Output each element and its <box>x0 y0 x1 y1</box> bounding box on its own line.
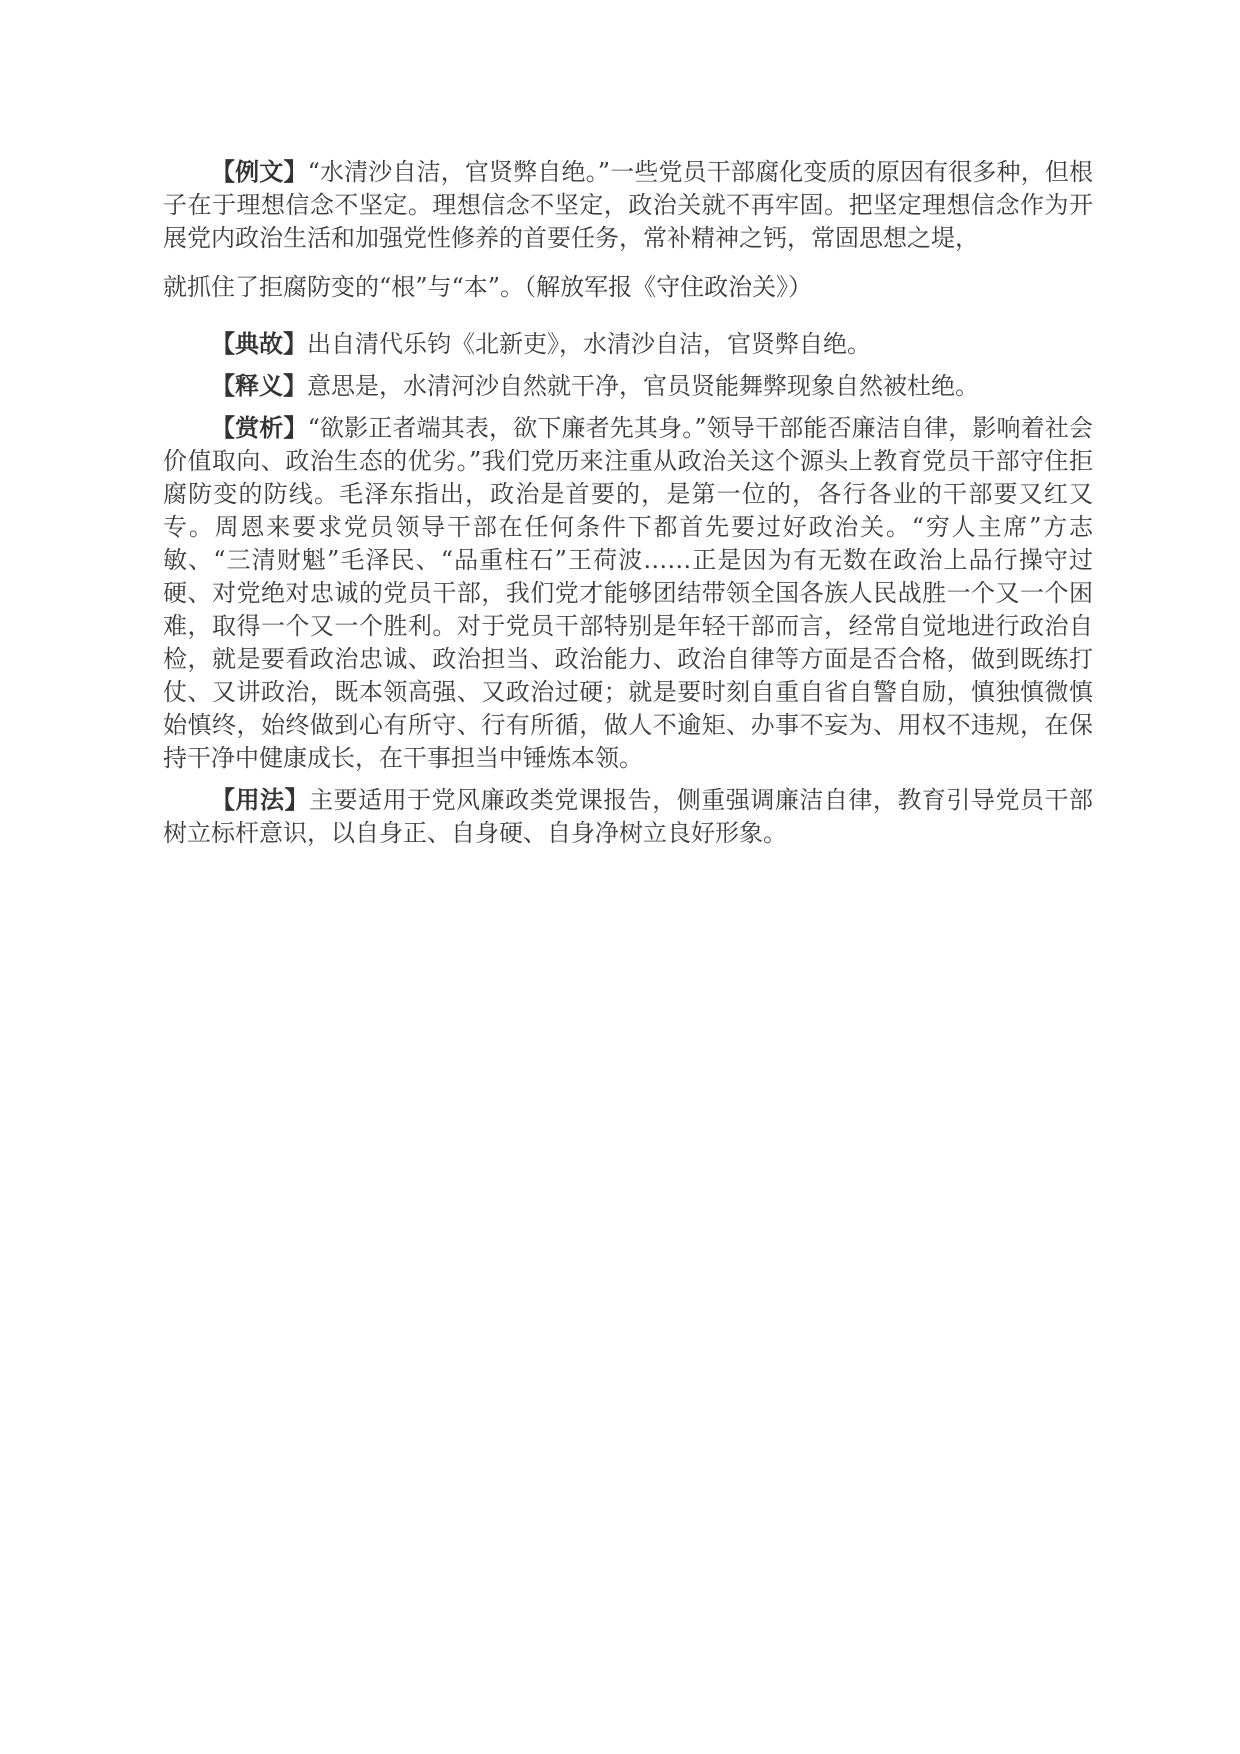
document-page <box>163 156 1093 850</box>
example-source: （解放军报《守住政治关》） <box>524 273 813 301</box>
usage-body: 主要适用于党风廉政类党课报告，侧重强调廉洁自律，教育引导党员干部树立标杆意识，以自身正、自身硬、自身净树立良好形象。 <box>163 786 1094 847</box>
analysis-body: “欲影正者端其表，欲下廉者先其身。”领导干部能否廉洁自律，影响着社会价值取向、政治生态的优劣。”我们党历来注重从政治关这个源头上教育党员干部守住拒腐防变的防线。毛泽东指出，政治是首要的，是第一位的，各行各业的干部要又红又专。周恩来要求党员领导干部在任何条件下都首先要过好政治关。“穷人主席”方志敏、“三清财魁”毛泽民、“品重柱石”王荷波……正是因为有无数在政治上品行操守过硬、对党绝对忠诚的党员干部，我们党才能够团结带领全国各族人民战胜一个又一个困难，取得一个又一个胜利。对于党员干部特别是年轻干部而言，经常自觉地进行政治自检，就是要看政治忠诚、政治担当、政治能力、政治自律等方面是否合格，做到既练打仗、又讲政治，既本领高强、又政治过硬；就是要时刻自重自省自警自励，慎独慎微慎始慎终，始终做到心有所守、行有所循，做人不逾矩、办事不妄为、用权不违规，在保持干净中健康成长，在干事担当中锤炼本领。 <box>163 414 1093 772</box>
allusion-paragraph <box>163 328 1093 361</box>
example-tail-line <box>163 271 1093 304</box>
meaning-body: 意思是，水清河沙自然就干净，官员贤能舞弊现象自然被杜绝。 <box>307 372 979 400</box>
usage-label: 【用法】 <box>211 786 310 814</box>
analysis-paragraph <box>163 412 1093 775</box>
example-body: “水清沙自洁，官贤弊自绝。”一些党员干部腐化变质的原因有很多种，但根子在于理想信念不坚定。理想信念不坚定，政治关就不再牢固。把坚定理想信念作为开展党内政治生活和加强党性修养的首要任务，常补精神之钙，常固思想之堤， <box>163 158 1093 252</box>
allusion-label: 【典故】 <box>211 330 307 358</box>
allusion-body: 出自清代乐钧《北新吏》，水清沙自洁，官贤弊自绝。 <box>307 330 871 358</box>
meaning-label: 【释义】 <box>211 372 307 400</box>
example-label: 【例文】 <box>211 158 308 186</box>
analysis-label: 【赏析】 <box>211 414 308 442</box>
example-paragraph <box>163 156 1093 255</box>
usage-paragraph <box>163 784 1093 850</box>
example-tail: 就抓住了拒腐防变的“根”与“本”。 <box>163 273 525 301</box>
meaning-paragraph <box>163 370 1093 403</box>
